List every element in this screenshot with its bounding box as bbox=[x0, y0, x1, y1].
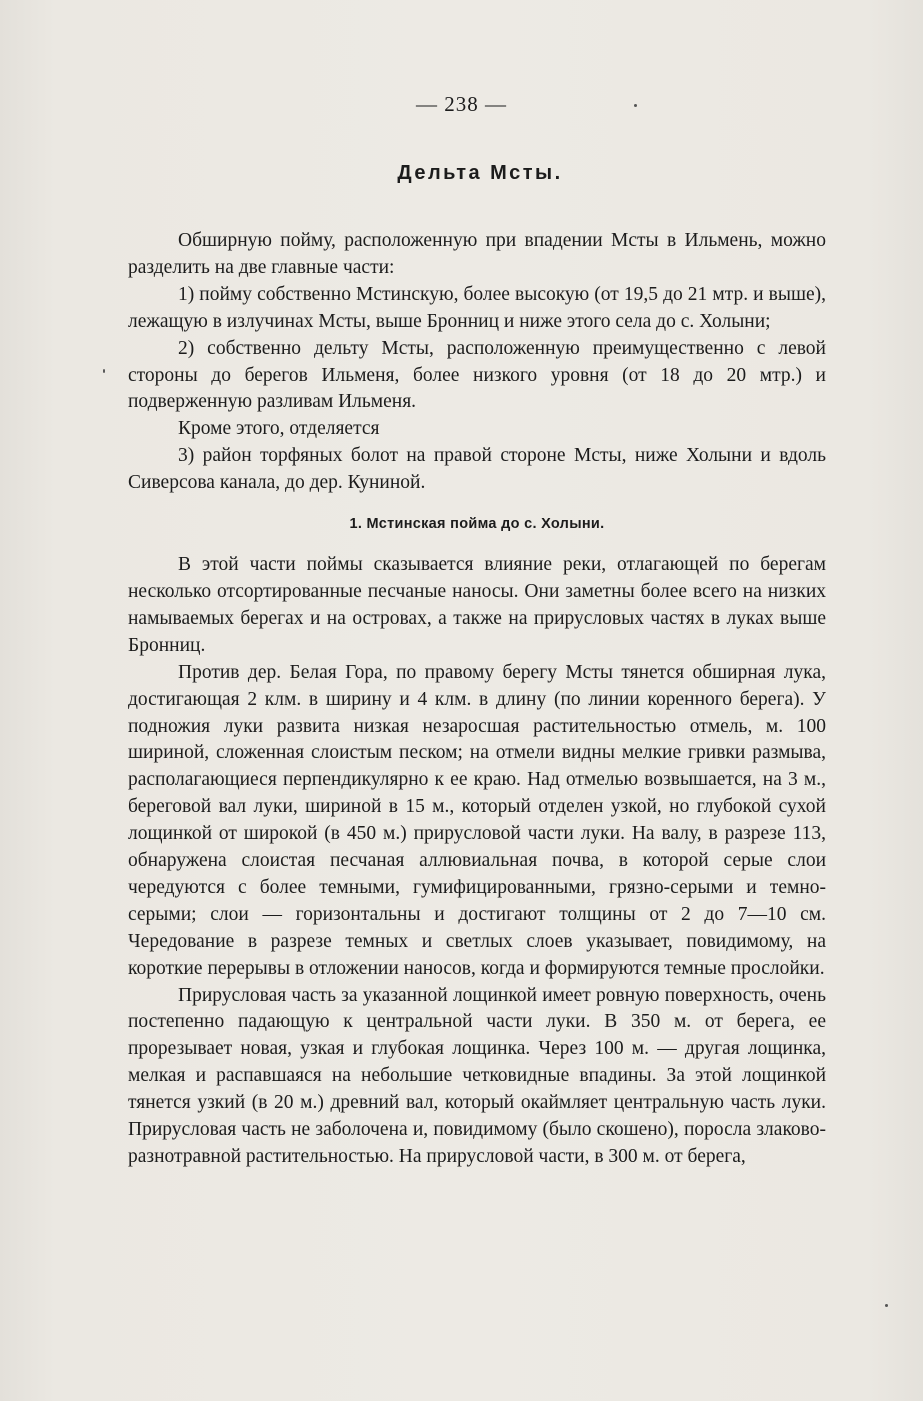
paragraph: Кроме этого, отделяется bbox=[178, 418, 380, 440]
paragraph: Прирусловая часть за указанной лощинкой имеет ровную поверхность, очень постепенно падающую к центральной части луки. В 350 м. от берега, ее прорезывает новая, узкая и глубокая лощинка. Через 100 м. — другая лощинка, мелкая и распавшаяся на небольшие четковидные впадины. За этой лощинкой тянется узкий (в 20 м.) древний вал, который окаймляет центральную часть луки. Прирусловая часть не заболочена и, повидимому (было скошено), поросла злаково-разнотравной растительностью. На прирусловой части, в 300 м. от берега, bbox=[128, 984, 826, 1167]
section-heading: Дельта Мсты. bbox=[397, 162, 563, 184]
paragraph: 3) район торфяных болот на правой стороне Мсты, ниже Холыни и вдоль Сиверсова канала, до дер. Куниной. bbox=[128, 445, 826, 494]
text-body bbox=[128, 228, 826, 1171]
paragraph: Обширную пойму, расположенную при впадении Мсты в Ильмень, можно разделить на две главные части: bbox=[128, 230, 826, 278]
subsection-heading: 1. Мстинская пойма до с. Холыни. bbox=[349, 516, 605, 533]
paragraph: 2) собственно дельту Мсты, расположенную преимущественно с левой стороны до берегов Ильменя, более низкого уровня (от 18 до 20 мтр.) и подверженную разливам Ильменя. bbox=[128, 337, 826, 413]
paper-speck bbox=[885, 1304, 888, 1307]
paragraph: В этой части поймы сказывается влияние реки, отлагающей по берегам несколько отсортированные песчаные наносы. Они заметны более всего на низких намываемых берегах и на островах, а также на прирусловых частях в луках выше Бронниц. bbox=[128, 554, 826, 656]
paper-speck bbox=[103, 369, 105, 373]
paragraph: 1) пойму собственно Мстинскую, более высокую (от 19,5 до 21 мтр. и выше), лежащую в излучинах Мсты, выше Бронниц и ниже этого села до с. Холыни; bbox=[128, 283, 826, 332]
paper-speck bbox=[634, 104, 637, 107]
paragraph: Против дер. Белая Гора, по правому берегу Мсты тянется обширная лука, достигающая 2 клм. в ширину и 4 клм. в длину (по линии коренного берега). У подножия луки развита низкая незаросшая растительностью отмель, м. 100 шириной, сложенная слоистым песком; на отмели видны мелкие гривки размыва, располагающиеся перпендикулярно к ее краю. Над отмелью возвышается, на 3 м., береговой вал луки, шириной в 15 м., который отделен узкой, но глубокой сухой лощинкой от широкой (в 450 м.) прирусловой части луки. На валу, в разрезе 113, обнаружена слоистая песчаная аллювиальная почва, в которой серые слои чередуются с более темными, гумифицированными, грязно-серыми и темно-серыми; слои — горизонтальны и достигают толщины от 2 до 7—10 см. Чередование в разрезе темных и светлых слоев указывает, повидимому, на короткие перерывы в отложении наносов, когда и формируются темные прослойки. bbox=[128, 661, 826, 979]
page-number: — 238 — bbox=[416, 92, 507, 116]
